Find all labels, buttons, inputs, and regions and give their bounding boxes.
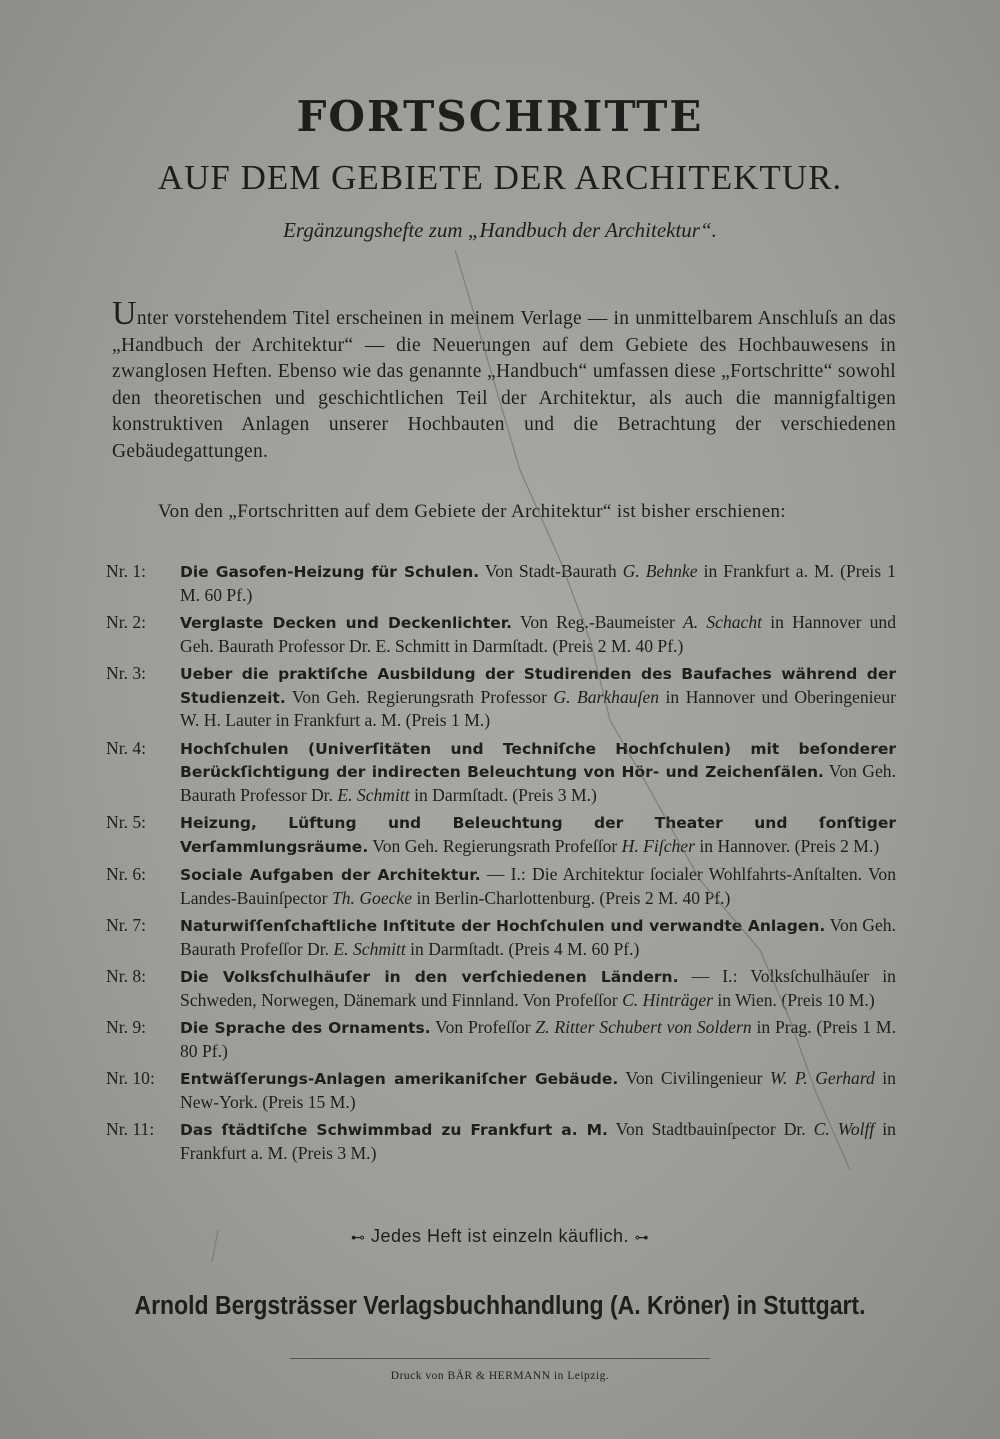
single-sale-text: Jedes Heft ist einzeln käuflich. bbox=[370, 1226, 630, 1246]
issue-author: A. Schacht bbox=[683, 612, 763, 632]
printer-imprint: Druck von BÄR & HERMANN in Leipzig. bbox=[390, 1370, 610, 1382]
issue-details: in Berlin-Charlottenburg. (Preis 2 M. 40 Pf.) bbox=[416, 887, 731, 908]
issue-by: Von Stadt-Baurath bbox=[484, 561, 617, 581]
issue-by: Von Reg.-Baumeister bbox=[519, 612, 675, 632]
issue-by: Von Geh. Baurath Profeſſor Dr. bbox=[180, 915, 896, 959]
ornament-left-icon: ⊷ bbox=[350, 1229, 366, 1245]
issue-number: Nr. 8: bbox=[106, 966, 147, 986]
page-title: FORTSCHRITTE bbox=[296, 92, 704, 141]
issue-details: in Hannover und Oberingenieur W. H. Lauter in Frankfurt a. M. (Preis 1 M.) bbox=[180, 686, 896, 730]
issue-details: in Frankfurt a. M. (Preis 3 M.) bbox=[180, 1119, 896, 1163]
issue-number: Nr. 6: bbox=[106, 864, 147, 884]
issue-title: Hochſchulen (Univerſitäten und Techniſche Hochſchulen) mit beſonderer Berückſichtigung der indirecten Beleuchtung von Hör- und Zeichenſälen. bbox=[180, 739, 896, 781]
issue-number: Nr. 1: bbox=[106, 561, 147, 581]
issue-title: Die Sprache des Ornaments. bbox=[180, 1019, 431, 1037]
issue-details: in Hannover. (Preis 2 M.) bbox=[699, 835, 880, 856]
issue-details: in Frankfurt a. M. (Preis 1 M. 60 Pf.) bbox=[180, 561, 896, 605]
issue-title: Sociale Aufgaben der Architektur. bbox=[180, 866, 481, 884]
drop-cap: U bbox=[112, 295, 137, 332]
publisher-line: Arnold Bergsträsser Verlagsbuchhandlung (A. Kröner) in Stuttgart. bbox=[134, 1290, 866, 1320]
issue-number: Nr. 10: bbox=[106, 1068, 155, 1088]
issue-by: — I.: Die Architektur ſocialer Wohlfahrts-Anſtalten. Von Landes-Bauinſpector bbox=[180, 864, 896, 908]
issue-author: C. Wolff bbox=[813, 1119, 875, 1139]
issue-author: C. Hinträger bbox=[622, 989, 713, 1010]
issue-details: in Hannover und Geh. Baurath Professor Dr. E. Schmitt in Darmſtadt. (Preis 2 M. 40 Pf.) bbox=[180, 612, 896, 656]
issue-number: Nr. 9: bbox=[106, 1017, 147, 1037]
issue-author: G. Behnke bbox=[622, 561, 698, 581]
issue-title: Entwäſſerungs-Anlagen amerikaniſcher Gebäude. bbox=[180, 1070, 619, 1088]
issue-number: Nr. 11: bbox=[106, 1119, 155, 1139]
issue-by: Von Profeſſor bbox=[435, 1017, 531, 1037]
issue-title: Ueber die praktiſche Ausbildung der Studirenden des Baufaches während der Studienzeit. bbox=[180, 665, 896, 707]
published-intro: Von den „Fortschritten auf dem Gebiete der Architektur“ ist bisher erschienen: bbox=[158, 501, 787, 522]
issue-details: in New-York. (Preis 15 M.) bbox=[180, 1068, 896, 1112]
issue-details: in Darmſtadt. (Preis 3 M.) bbox=[414, 784, 597, 805]
issue-author: H. Fiſcher bbox=[621, 835, 695, 856]
issue-title: Das ſtädtiſche Schwimmbad zu Frankfurt a. M. bbox=[180, 1121, 608, 1139]
issue-number: Nr. 7: bbox=[106, 915, 147, 935]
issue-by: Von Stadtbauinſpector Dr. bbox=[615, 1119, 806, 1139]
issue-author: W. P. Gerhard bbox=[769, 1068, 875, 1088]
issue-by: Von Geh. Baurath Professor Dr. bbox=[180, 761, 896, 805]
issue-author: Z. Ritter Schubert von Soldern bbox=[535, 1017, 752, 1037]
issue-author: Th. Goecke bbox=[331, 887, 413, 908]
page-subtitle: AUF DEM GEBIETE DER ARCHITEKTUR. bbox=[157, 158, 843, 197]
issue-number: Nr. 4: bbox=[106, 737, 147, 758]
issue-number: Nr. 3: bbox=[106, 663, 147, 683]
issue-by: — I.: Volksſchulhäuſer in Schweden, Norwegen, Dänemark und Finnland. Von Profeſſor bbox=[180, 966, 896, 1010]
issue-author: G. Barkhauſen bbox=[553, 686, 660, 707]
intro-text: nter vorstehendem Titel erscheinen in meinem Verlage — in unmittelbarem Anschluſs an das „Handbuch der Architektur“ — die Neuerungen auf dem Gebiete des Hochbauwesens in zwanglosen Heften. Ebenso wie das genannte „Handbuch“ umfassen diese „Fortschritte“ sowohl den theoretischen und geschichtlichen Teil der Architektur, als auch die mannigfaltigen konstruktiven Anlagen unserer Hochbauten und die Betrachtung der verschiedenen Gebäudegattungen. bbox=[112, 308, 896, 462]
issue-details: in Wien. (Preis 10 M.) bbox=[717, 989, 875, 1010]
ornament-right-icon: ⊶ bbox=[634, 1229, 650, 1245]
supplement-note: Ergänzungshefte zum „Handbuch der Architektur“. bbox=[283, 218, 717, 242]
issue-by: Von Geh. Regierungsrath Profeſſor bbox=[372, 835, 618, 856]
issue-by: Von Geh. Regierungsrath Professor bbox=[291, 686, 547, 707]
issue-title: Naturwiſſenſchaftliche Inſtitute der Hochſchulen und verwandte Anlagen. bbox=[180, 917, 826, 935]
issue-details: in Darmſtadt. (Preis 4 M. 60 Pf.) bbox=[410, 938, 640, 959]
issue-author: E. Schmitt bbox=[333, 938, 406, 959]
issue-author: E. Schmitt bbox=[337, 784, 410, 805]
issue-details: in Prag. (Preis 1 M. 80 Pf.) bbox=[180, 1017, 896, 1061]
issue-title: Verglaste Decken und Deckenlichter. bbox=[180, 614, 513, 632]
issue-number: Nr. 2: bbox=[106, 612, 147, 632]
issue-title: Die Volksſchulhäuſer in den verſchiedenen Ländern. bbox=[180, 968, 679, 986]
issue-by: Von Civilingenieur bbox=[625, 1068, 763, 1088]
issue-number: Nr. 5: bbox=[106, 812, 147, 832]
issue-title: Heizung, Lüftung und Beleuchtung der Theater und ſonſtiger Verſammlungsräume. bbox=[180, 814, 896, 856]
issue-title: Die Gasofen-Heizung für Schulen. bbox=[180, 563, 480, 581]
